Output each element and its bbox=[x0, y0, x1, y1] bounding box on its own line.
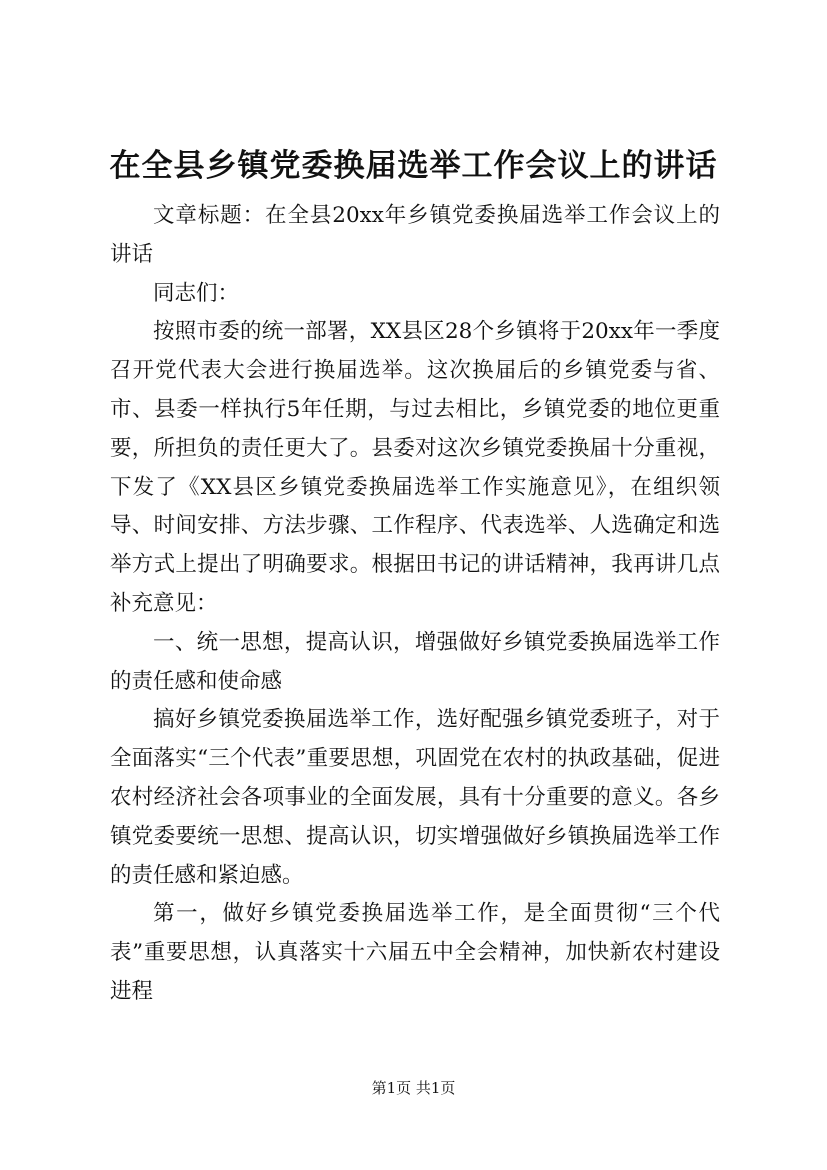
document-title: 在全县乡镇党委换届选举工作会议上的讲话 bbox=[109, 148, 718, 184]
document-body bbox=[110, 197, 720, 1012]
body-paragraph: 搞好乡镇党委换届选举工作，选好配强乡镇党委班子，对于全面落实“三个代表”重要思想，巩固党在农村的执政基础，促进农村经济社会各项事业的全面发展，具有十分重要的意义。各乡镇党委要统一思想、提高认识，切实增强做好乡镇换届选举工作的责任感和紧迫感。 bbox=[110, 707, 720, 888]
page-number-footer: 第1页 共1页 bbox=[371, 1079, 456, 1097]
salutation-paragraph: 同志们： bbox=[153, 280, 240, 306]
section-heading-1: 一、统一思想，提高认识，增强做好乡镇党委换届选举工作的责任感和使命感 bbox=[110, 629, 720, 694]
article-heading-paragraph: 文章标题：在全县20xx年乡镇党委换届选举工作会议上的讲话 bbox=[110, 203, 720, 267]
body-paragraph: 第一，做好乡镇党委换届选举工作，是全面贯彻“三个代表”重要思想，认真落实十六届五中全会精神，加快新农村建设进程 bbox=[110, 901, 720, 1004]
intro-paragraph: 按照市委的统一部署，XX县区28个乡镇将于20xx年一季度召开党代表大会进行换届选举。这次换届后的乡镇党委与省、市、县委一样执行5年任期，与过去相比，乡镇党委的地位更重要，所担负的责任更大了。县委对这次乡镇党委换届十分重视，下发了《XX县区乡镇党委换届选举工作实施意见》，在组织领导、时间安排、方法步骤、工作程序、代表选举、人选确定和选举方式上提出了明确要求。根据田书记的讲话精神，我再讲几点补充意见： bbox=[110, 319, 720, 616]
